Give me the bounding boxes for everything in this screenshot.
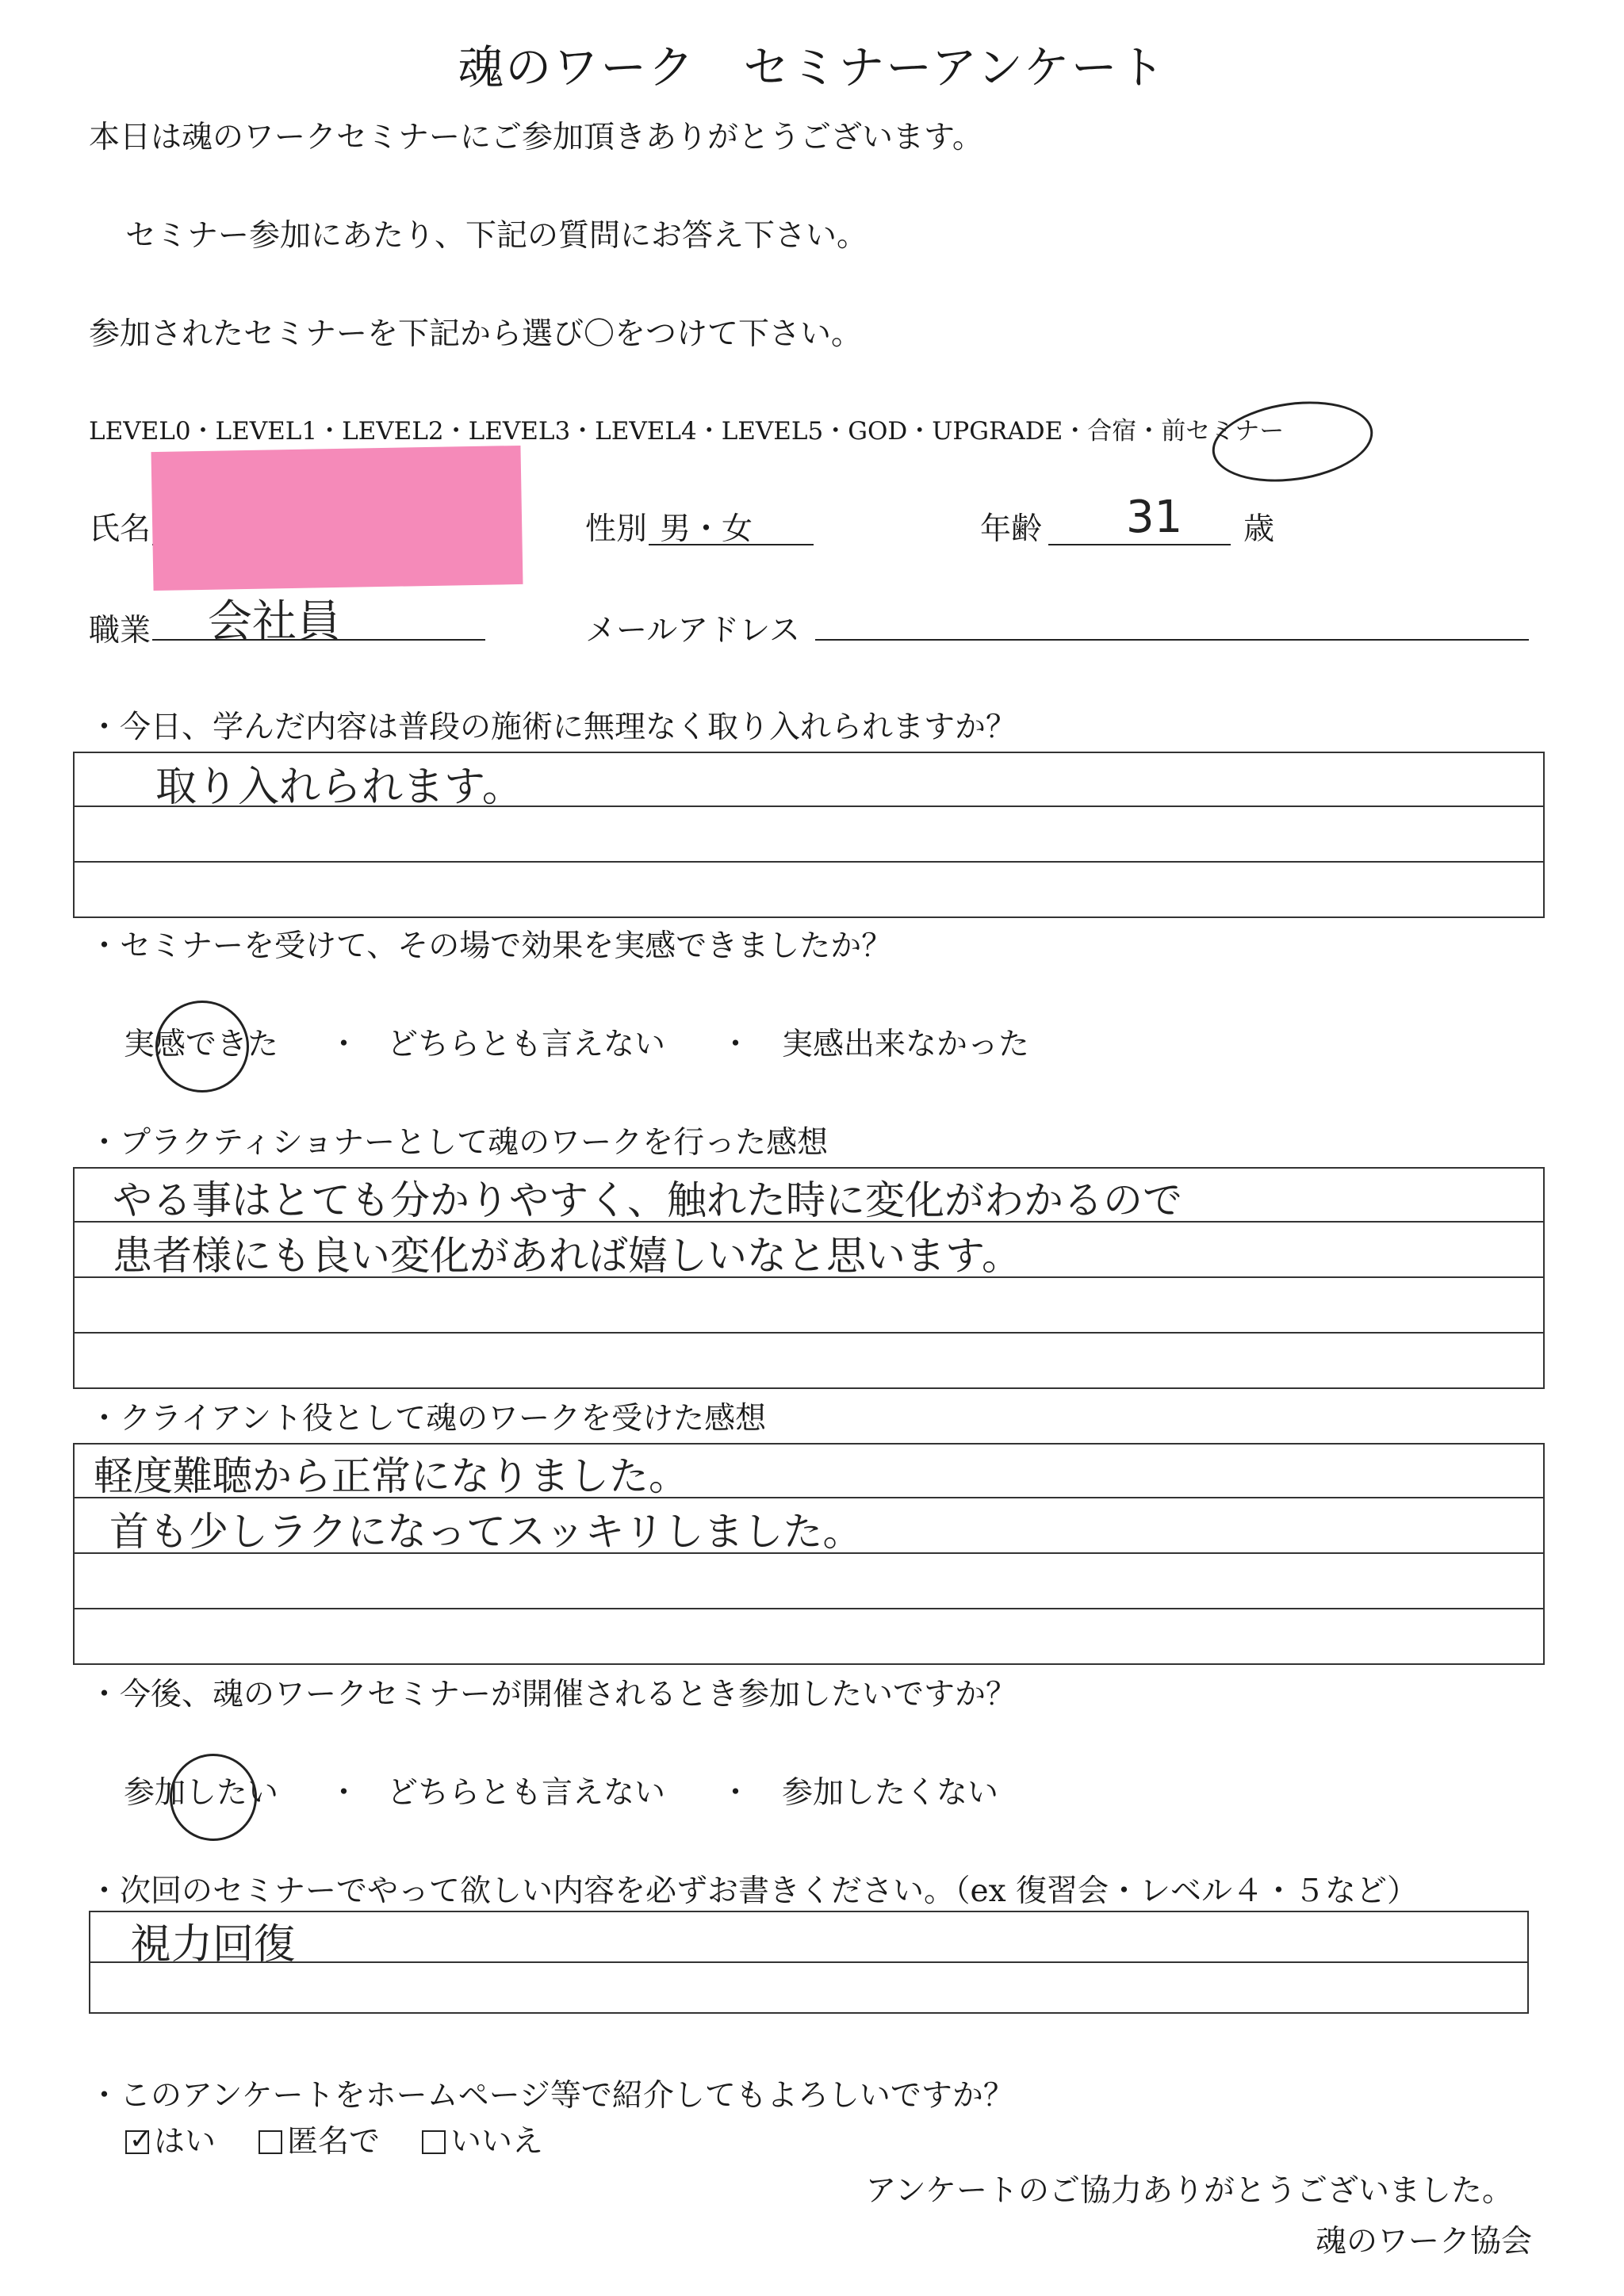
email-underline — [815, 639, 1529, 641]
q4-answer-line-2: 首も少しラクになってスッキリしました。 — [109, 1509, 863, 1555]
q7-option-no-label: いいえ — [450, 2124, 544, 2160]
redaction-sticky-note — [151, 446, 523, 591]
q5-choice-1: 参加したい — [124, 1775, 279, 1811]
q2-question: ・セミナーを受けて、その場で効果を実感できましたか？ — [89, 928, 893, 964]
seminar-options: LEVEL0・LEVEL1・LEVEL2・LEVEL3・LEVEL4・LEVEL5・GOD・UPGRADE・合宿・前セミナー — [89, 417, 1285, 446]
q4-answer-line-1: 軽度難聴から正常になりました。 — [94, 1453, 688, 1499]
job-value: 会社員 — [208, 596, 341, 648]
page-title: 魂のワーク セミナーアンケート — [458, 40, 1166, 94]
q7-option-anonymous-label: 匿名で — [287, 2124, 381, 2160]
q2-selected-circle — [155, 1001, 249, 1093]
age-value: 31 — [1126, 492, 1183, 543]
q7-question: ・このアンケートをホームページ等で紹介してもよろしいですか？ — [89, 2078, 1014, 2114]
q5-choice-2: どちらとも言えない — [387, 1775, 666, 1811]
email-label: メールアドレス — [585, 613, 801, 649]
q1-answer-line-1: 取り入れられます。 — [155, 763, 523, 811]
q3-question: ・プラクティショナーとして魂のワークを行った感想 — [89, 1125, 829, 1161]
gender-underline — [649, 544, 814, 545]
age-label: 年齢 — [980, 511, 1043, 547]
organization-name: 魂のワーク協会 — [1315, 2224, 1532, 2260]
q5-question: ・今後、魂のワークセミナーが開催されるとき参加したいですか？ — [89, 1677, 1017, 1712]
q2-separator-2: ・ — [720, 1027, 752, 1062]
q4-question: ・クライアント役として魂のワークを受けた感想 — [89, 1401, 767, 1437]
seminar-select-prompt: 参加されたセミナーを下記から選び〇をつけて下さい。 — [89, 316, 863, 352]
q7-option-yes-label: はい — [154, 2124, 216, 2160]
q1-question: ・今日、学んだ内容は普段の施術に無理なく取り入れられますか？ — [89, 710, 1017, 745]
q2-choice-2: どちらとも言えない — [387, 1027, 666, 1062]
q2-choice-1: 実感できた — [124, 1027, 279, 1062]
age-unit: 歳 — [1243, 511, 1275, 547]
selected-seminar-circle — [1207, 392, 1378, 491]
q6-answer-line-1: 視力回復 — [130, 1921, 296, 1969]
age-underline — [1048, 544, 1231, 545]
q5-separator-1: ・ — [328, 1775, 360, 1811]
q5-choice-3: 参加したくない — [782, 1775, 999, 1811]
gender-label: 性別 — [585, 511, 648, 547]
q6-question: ・次回のセミナーでやって欲しい内容を必ずお書きください。（ex 復習会・レベル４・５など） — [89, 1873, 1418, 1909]
q5-separator-2: ・ — [720, 1775, 752, 1811]
instruction-text: セミナー参加にあたり、下記の質問にお答え下さい。 — [125, 218, 868, 254]
q7-no-checkbox — [422, 2130, 446, 2154]
q3-answer-line-2: 患者様にも良い変化があれば嬉しいなと思います。 — [113, 1233, 1021, 1279]
closing-thanks: アンケートのご協力ありがとうございました。 — [865, 2173, 1513, 2209]
q5-selected-circle — [170, 1754, 257, 1841]
greeting-text: 本日は魂のワークセミナーにご参加頂きありがとうございます。 — [89, 120, 983, 155]
q7-option-no — [422, 2117, 543, 2161]
q6-answer-box — [89, 1911, 1529, 2014]
name-label: 氏名 — [89, 511, 151, 547]
q2-separator-1: ・ — [328, 1027, 360, 1062]
q3-answer-line-1: やる事はとても分かりやすく、触れた時に変化がわかるので — [113, 1177, 1182, 1223]
job-underline — [152, 639, 485, 641]
q2-choice-3: 実感出来なかった — [782, 1027, 1030, 1062]
q7-yes-checkbox-checked: ✓ — [125, 2130, 149, 2154]
q7-option-yes — [125, 2117, 216, 2161]
q7-anonymous-checkbox — [259, 2130, 282, 2154]
job-label: 職業 — [89, 613, 151, 649]
gender-options: 男・女 — [660, 511, 753, 547]
q7-option-anonymous — [259, 2117, 380, 2161]
